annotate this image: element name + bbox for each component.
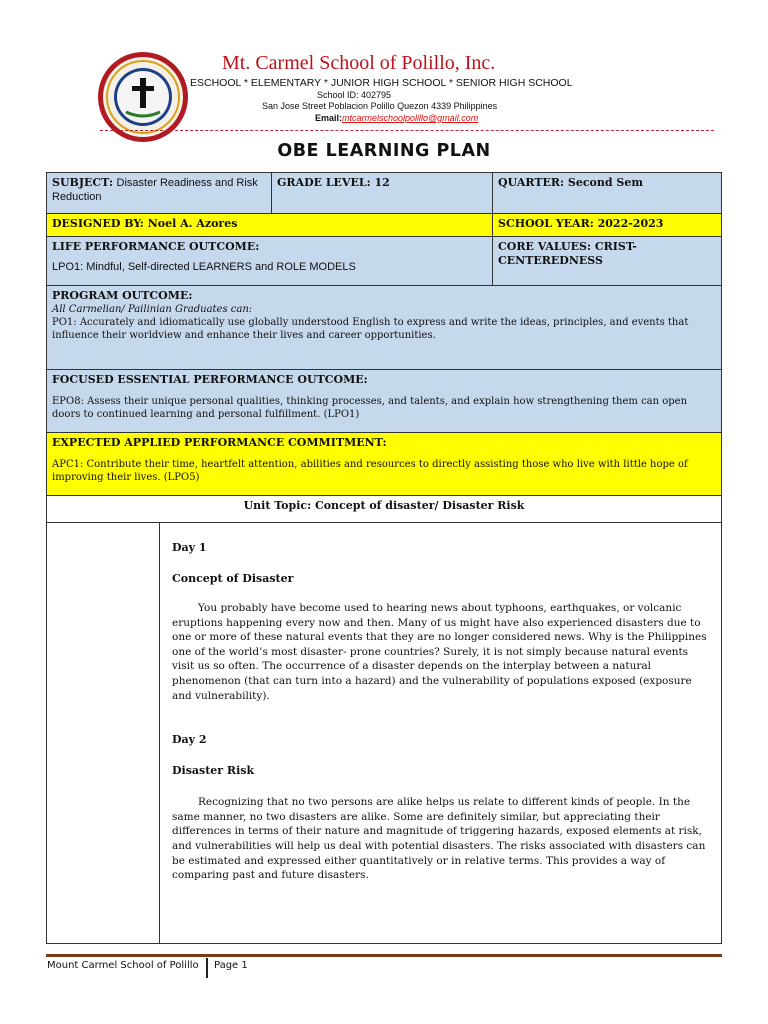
left-margin-cell	[46, 522, 160, 944]
day1-paragraph: You probably have become used to hearing news about typhoons, earthquakes, or volcanic eruptions happening every now and then. Many of us might have also experienced disasters due to one or more of these natural events that they are no longer considered news. Why is the Philippines one of the world’s most disaster- prone countries? Surely, it is not simply because natural events visit us so often. The occurrence of a disaster depends on the interplay between a natural phenomenon (that can turn into a hazard) and the vulnerability of populations exposed (exposure and vulnerability).	[172, 602, 707, 702]
lpo-cell	[46, 236, 493, 286]
school-name: Mt. Carmel School of Polillo, Inc.	[222, 52, 496, 74]
program-outcome-label: PROGRAM OUTCOME:	[52, 289, 193, 302]
program-outcome-sub: All Carmelian/ Pailinian Graduates can:	[52, 304, 253, 315]
fepo-text: EPO8: Assess their unique personal qualities, thinking processes, and talents, and explain how strengthening them can open doors to continued learning and personal fulfillment. (LPO1)	[52, 396, 688, 420]
designed-by-cell	[46, 213, 493, 237]
subject-value: Disaster Readiness and Risk Reduction	[52, 177, 258, 203]
program-outcome-text: PO1: Accurately and idiomatically use globally understood English to express and write the ideas, principles, and events that influence their worldview and enhance their lives and career opportunities.	[52, 317, 689, 341]
eapc-label: EXPECTED APPLIED PERFORMANCE COMMITMENT:	[52, 436, 387, 449]
fepo-label: FOCUSED ESSENTIAL PERFORMANCE OUTCOME:	[52, 373, 368, 386]
unit-topic-cell	[46, 495, 722, 523]
school-address: San Jose Street Poblacion Polillo Quezon 4339 Philippines	[262, 101, 498, 111]
unit-topic: Unit Topic: Concept of disaster/ Disaster Risk	[243, 499, 525, 512]
eapc-text: APC1: Contribute their time, heartfelt attention, abilities and resources to directly assisting those who live with little hope of improving their lives. (LPO5)	[52, 459, 688, 483]
program-outcome-cell	[46, 285, 722, 370]
subject-label: SUBJECT:	[52, 176, 114, 189]
designed-by: DESIGNED BY: Noel A. Azores	[52, 217, 238, 230]
header-divider	[100, 130, 714, 131]
email-link[interactable]: mtcarmelschoolpolillo@gmail.com	[342, 113, 479, 123]
footer-separator	[206, 958, 208, 978]
school-year: SCHOOL YEAR: 2022-2023	[498, 217, 664, 230]
school-levels: ESCHOOL * ELEMENTARY * JUNIOR HIGH SCHOOL * SENIOR HIGH SCHOOL	[190, 77, 573, 89]
footer-rule	[46, 954, 722, 957]
day2-paragraph: Recognizing that no two persons are alike helps us relate to different kinds of people. In the same manner, no two disasters are alike. Some are definitely similar, but appreciating their differences in terms of their nature and magnitude of triggering hazards, exposed elements at risk, and vulnerabilities will help us deal with potential disasters. The risks associated with disasters can be estimated and expressed either quantitatively or in relative terms. This provides a way of comparing past and future disasters.	[172, 796, 706, 882]
lpo-value: LPO1: Mindful, Self-directed LEARNERS and ROLE MODELS	[52, 261, 356, 273]
lesson-content-cell	[159, 522, 722, 944]
lpo-label: LIFE PERFORMANCE OUTCOME:	[52, 240, 260, 253]
page-number: Page 1	[214, 960, 248, 971]
day1-title: Concept of Disaster	[172, 572, 294, 585]
grade-cell	[271, 172, 493, 214]
subject-cell	[46, 172, 272, 214]
school-year-cell	[492, 213, 722, 237]
day2-heading: Day 2	[172, 733, 207, 747]
day1-heading: Day 1	[172, 541, 207, 554]
quarter-cell	[492, 172, 722, 214]
email-line	[315, 113, 478, 123]
page-title: OBE LEARNING PLAN	[277, 141, 491, 161]
eapc-cell	[46, 432, 722, 496]
email-label: Email:	[315, 113, 343, 123]
school-id: School ID: 402795	[317, 90, 392, 100]
fepo-cell	[46, 369, 722, 433]
day2-title: Disaster Risk	[172, 764, 255, 778]
core-values: CORE VALUES: CRIST- CENTEREDNESS	[498, 240, 637, 267]
footer-school: Mount Carmel School of Polillo	[47, 960, 199, 971]
quarter: QUARTER: Second Sem	[498, 176, 643, 189]
grade-level: GRADE LEVEL: 12	[277, 176, 390, 189]
core-values-cell	[492, 236, 722, 286]
